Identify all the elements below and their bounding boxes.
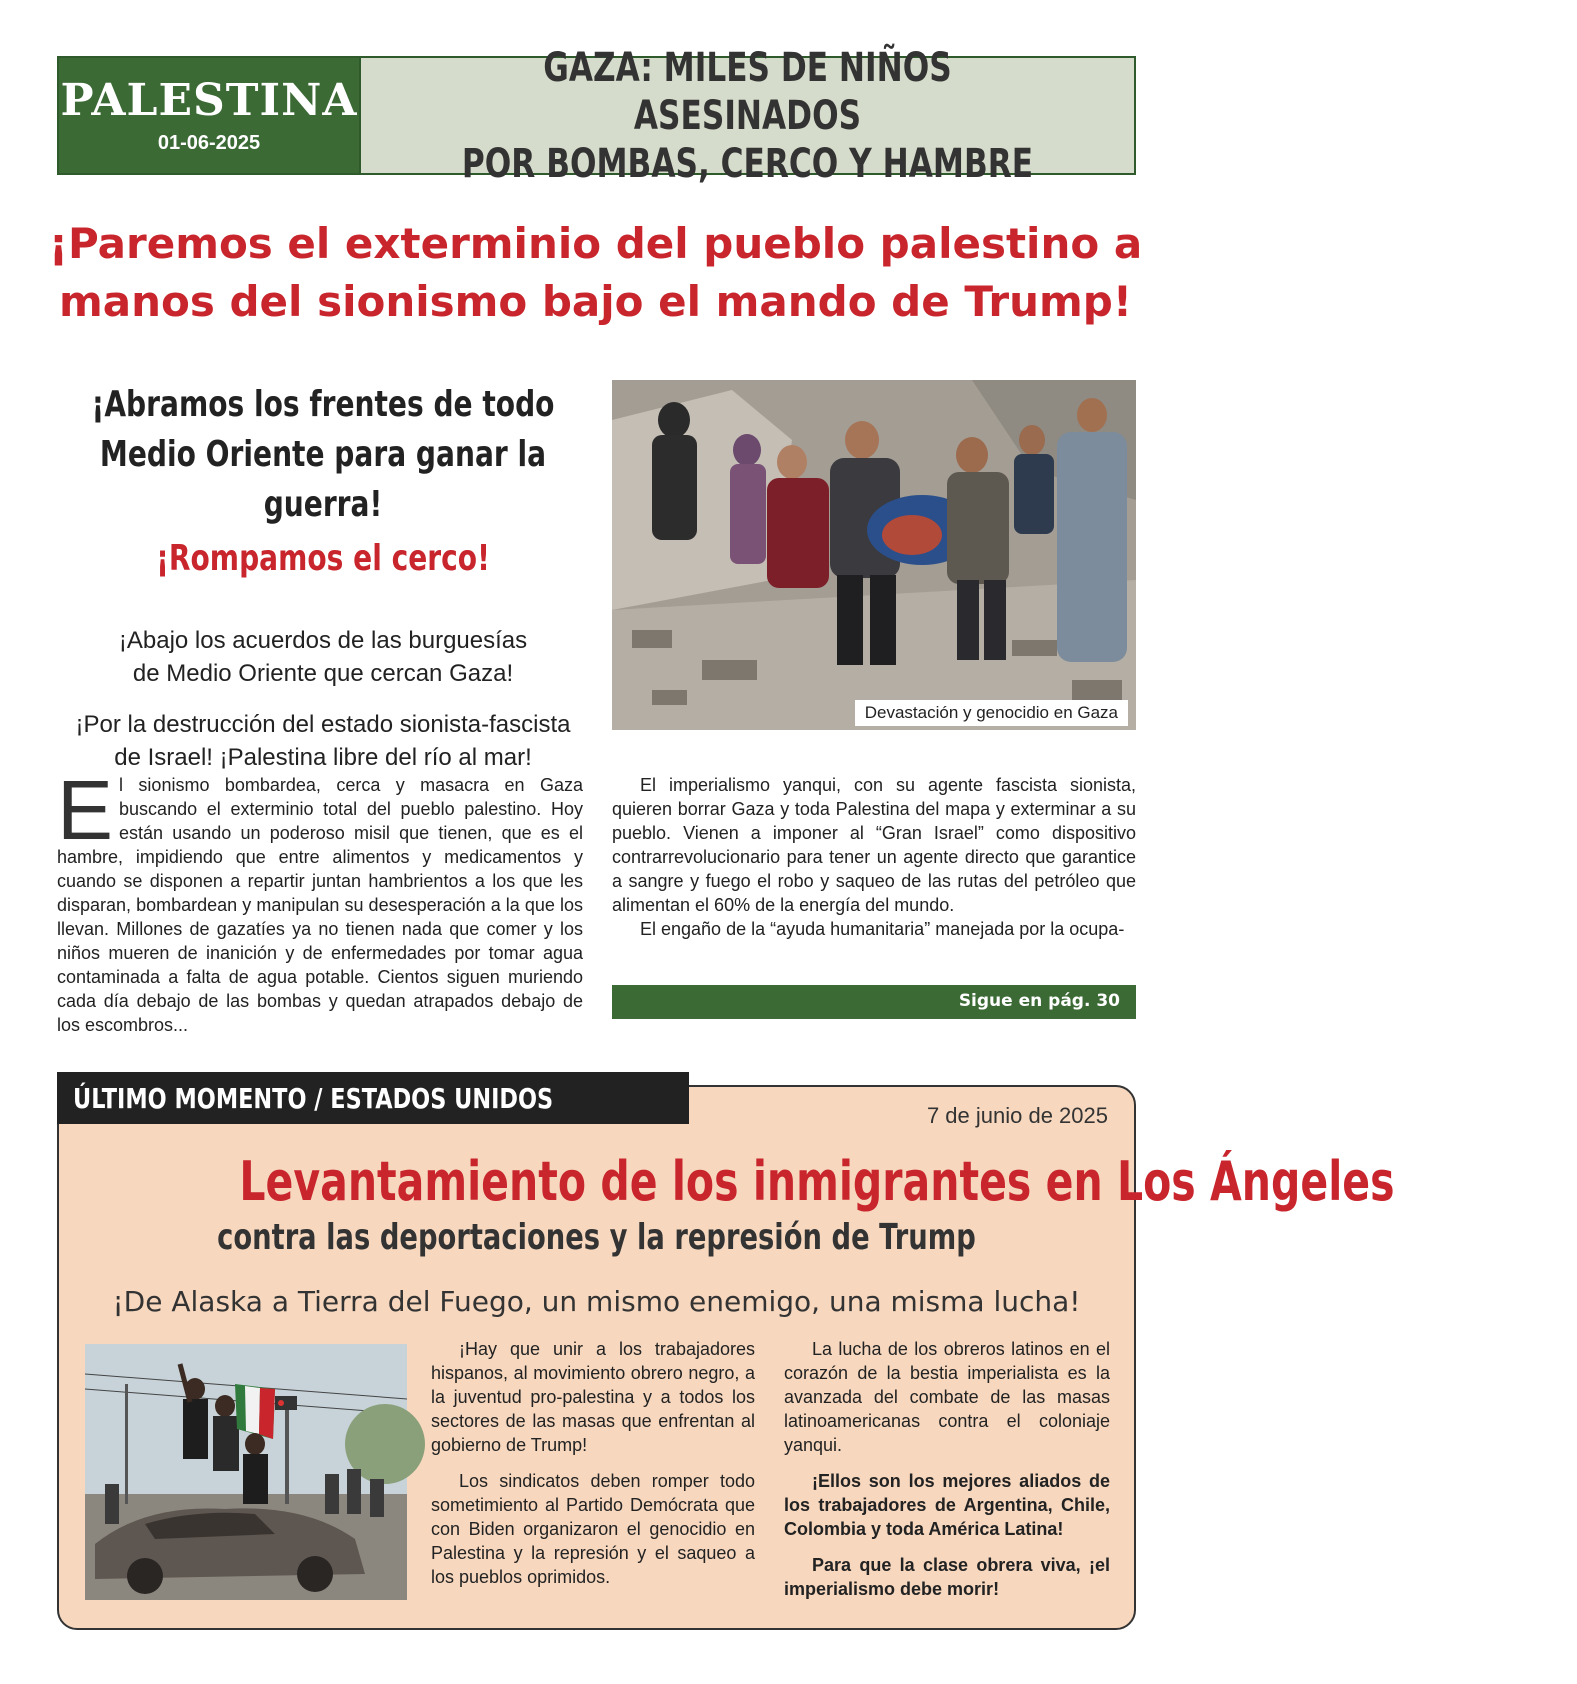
slogan-open-fronts: ¡Abramos los frentes de todo Medio Oriente para ganar la guerra! — [91, 384, 555, 525]
gaza-photo-illustration — [612, 380, 1136, 730]
banner-headline: GAZA: MILES DE NIÑOS ASESINADOS POR BOMBAS, CERCO Y HAMBRE — [461, 44, 1034, 187]
breaking-news-tagline: ¡De Alaska a Tierra del Fuego, un mismo enemigo, una misma lucha! — [112, 1285, 1081, 1318]
slogans-block — [57, 380, 589, 774]
article-dropcap: E — [57, 763, 114, 857]
article-paragraph-2: El imperialismo yanqui, con su agente fascista sionista, quieren borrar Gaza y toda Palestina del mapa y exterminar a su pueblo. Vienen a imponer al “Gran Israel” como dispositivo contrarrevolucionario para tener un agente directo que garantice a sangre y fuego el robo y saqueo de las rutas del petróleo que alimentan el 60% de la energía del mundo. — [612, 775, 1136, 915]
gaza-photo — [612, 380, 1136, 730]
breaking-news-column-2 — [784, 1337, 1110, 1613]
slogan-break-siege: ¡Rompamos el cerco! — [156, 538, 490, 579]
issue-date: 01-06-2025 — [157, 132, 261, 154]
breaking-news-paragraph-1: ¡Hay que unir a los trabajadores hispanos, al movimiento obrero negro, a la juventud pro-palestina y a todos los sectores de las masas que enfrentan al gobierno de Trump! — [431, 1339, 755, 1455]
main-headline: ¡Paremos el exterminio del pueblo palestino a manos del sionismo bajo el mando de Trump! — [48, 219, 1143, 326]
breaking-news-tag-label: ÚLTIMO MOMENTO / ESTADOS UNIDOS — [73, 1081, 554, 1115]
breaking-news-paragraph-5: Para que la clase obrera viva, ¡el imperialismo debe morir! — [784, 1555, 1110, 1599]
banner-headline-block — [361, 44, 1134, 187]
gaza-photo-caption: Devastación y genocidio en Gaza — [855, 700, 1128, 726]
los-angeles-photo — [85, 1344, 407, 1600]
breaking-news-tag — [57, 1072, 689, 1124]
breaking-news-paragraph-2: Los sindicatos deben romper todo sometimiento al Partido Demócrata que con Biden organizaron el genocidio en Palestina y la represión y el saqueo a los pueblos oprimidos. — [431, 1471, 755, 1587]
article-paragraph-3: El engaño de la “ayuda humanitaria” manejada por la ocupa- — [640, 919, 1125, 939]
slogan-down-agreements: ¡Abajo los acuerdos de las burguesías de Medio Oriente que cercan Gaza! — [118, 627, 528, 687]
breaking-news-date: 7 de junio de 2025 — [926, 1103, 1108, 1128]
breaking-news-paragraph-4: ¡Ellos son los mejores aliados de los trabajadores de Argentina, Chile, Colombia y toda América Latina! — [784, 1471, 1110, 1539]
article-column-2 — [612, 773, 1136, 941]
section-banner — [57, 44, 1136, 187]
article-column-1 — [57, 763, 583, 1037]
breaking-news-subheadline: contra las deportaciones y la represión de Trump — [217, 1217, 976, 1258]
los-angeles-photo-illustration — [85, 1344, 407, 1600]
breaking-news-headline: Levantamiento de los inmigrantes en Los Ángeles — [239, 1150, 1395, 1213]
breaking-news-column-1 — [431, 1337, 755, 1601]
breaking-news-headline-block — [57, 1150, 1395, 1260]
breaking-news-paragraph-3: La lucha de los obreros latinos en el corazón de la bestia imperialista es la avanzada del combate de las masas latinoamericanas contra el coloniaje yanqui. — [784, 1339, 1110, 1455]
section-label-block — [59, 58, 361, 173]
continue-on-page: Sigue en pág. 30 — [612, 985, 1136, 1019]
section-title: PALESTINA — [60, 75, 358, 126]
article-paragraph-1: l sionismo bombardea, cerca y masacra en Gaza buscando el exterminio total del pueblo palestino. Hoy están usando un poderoso misil que tienen, que es el hambre, impidiendo que entre alimentos y medicamentos y cuando se disponen a repartir juntan hambrientos a los que les disparan, bombardean y manipulan su desesperación a la que los llevan. Millones de gazatíes ya no tienen nada que comer y los niños mueren de inanición y de enfermedades por tomar agua contaminada a falta de agua potable. Cientos siguen muriendo cada día debajo de las bombas y quedan atrapados debajo de los escombros... — [57, 775, 583, 1035]
slogan-free-palestine: ¡Por la destrucción del estado sionista-fascista de Israel! ¡Palestina libre del río al mar! — [75, 711, 571, 771]
